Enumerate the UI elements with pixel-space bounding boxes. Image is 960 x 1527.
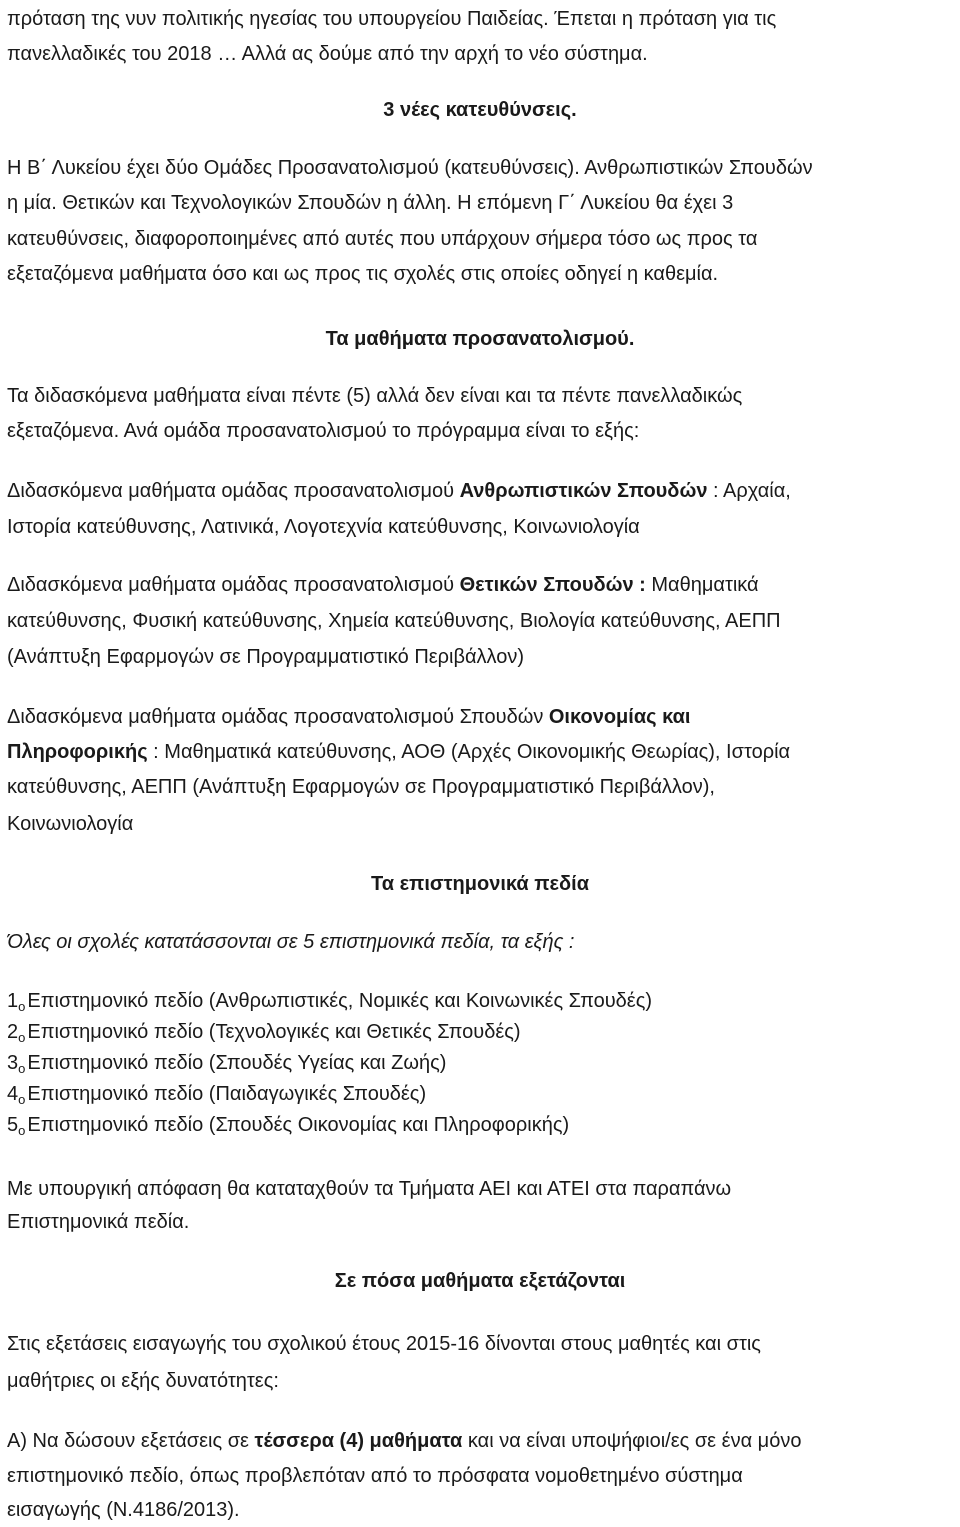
directions-line-2: η μία. Θετικών και Τεχνολογικών Σπουδών η άλλη. Η επόμενη Γ΄ Λυκείου θα έχει 3 — [7, 192, 734, 214]
field-text: Επιστημονικό πεδίο (Παιδαγωγικές Σπουδές) — [27, 1083, 427, 1105]
field-item-5 — [7, 1112, 569, 1144]
directions-line-3: κατευθύνσεις, διαφοροποιημένες από αυτές που υπάρχουν σήμερα τόσο ως προς τα — [7, 228, 758, 250]
humanities-line-2: Ιστορία κατεύθυνσης, Λατινικά, Λογοτεχνία κατεύθυνσης, Κοινωνιολογία — [7, 516, 640, 538]
intro-line-2: πανελλαδικές του 2018 … Αλλά ας δούμε από την αρχή το νέο σύστημα. — [7, 43, 648, 65]
option-a-prefix: Α) Να δώσουν εξετάσεις σε — [7, 1430, 255, 1452]
exams-line-2: μαθήτριες οι εξής δυνατότητες: — [7, 1370, 279, 1392]
sciences-line-3: (Ανάπτυξη Εφαρμογών σε Προγραμματιστικό Περιβάλλον) — [7, 646, 525, 668]
field-item-2 — [7, 1019, 521, 1051]
field-number: 4 — [7, 1083, 19, 1105]
economics-line-2 — [7, 739, 790, 765]
economics-prefix: Διδασκόμενα μαθήματα ομάδας προσανατολισμού Σπουδών — [7, 706, 549, 728]
field-item-1 — [7, 988, 652, 1020]
fields-intro: Όλες οι σχολές κατατάσσονται σε 5 επιστημονικά πεδία, τα εξής : — [7, 931, 575, 953]
humanities-prefix: Διδασκόμενα μαθήματα ομάδας προσανατολισμού — [7, 480, 460, 502]
field-number: 1 — [7, 990, 19, 1012]
heading-fields: Τα επιστημονικά πεδία — [370, 873, 590, 895]
field-ordinal: ο — [18, 1061, 26, 1076]
heading-directions: 3 νέες κατευθύνσεις. — [383, 99, 577, 121]
humanities-suffix: : Αρχαία, — [707, 480, 791, 502]
option-a-line-2: επιστημονικό πεδίο, όπως προβλεπόταν από το πρόσφατα νομοθετημένο σύστημα — [7, 1465, 743, 1487]
option-a-line-1 — [7, 1428, 801, 1454]
ministerial-line-2: Επιστημονικά πεδία. — [7, 1211, 190, 1233]
field-text: Επιστημονικό πεδίο (Σπουδές Υγείας και Ζωής) — [27, 1052, 447, 1074]
economics-line-4: Κοινωνιολογία — [7, 813, 134, 835]
humanities-line-1 — [7, 478, 791, 504]
courses-line-2: εξεταζόμενα. Ανά ομάδα προσανατολισμού το πρόγραμμα είναι το εξής: — [7, 420, 640, 442]
sciences-line-1 — [7, 572, 759, 598]
economics-group-b: Πληροφορικής — [7, 741, 148, 763]
heading-exams: Σε πόσα μαθήματα εξετάζονται — [334, 1270, 626, 1292]
ministerial-line-1: Με υπουργική απόφαση θα καταταχθούν τα Τμήματα ΑΕΙ και ΑΤΕΙ στα παραπάνω — [7, 1178, 732, 1200]
exams-line-1: Στις εξετάσεις εισαγωγής του σχολικού έτους 2015-16 δίνονται στους μαθητές και στις — [7, 1333, 761, 1355]
sciences-suffix: Μαθηματικά — [645, 574, 759, 596]
economics-line-1 — [7, 704, 690, 730]
humanities-group: Ανθρωπιστικών Σπουδών — [459, 480, 708, 502]
directions-line-1: Η Β΄ Λυκείου έχει δύο Ομάδες Προσανατολισμού (κατευθύνσεις). Ανθρωπιστικών Σπουδών — [7, 157, 813, 179]
economics-suffix: : Μαθηματικά κατεύθυνσης, ΑΟΘ (Αρχές Οικονομικής Θεωρίας), Ιστορία — [147, 741, 791, 763]
field-text: Επιστημονικό πεδίο (Σπουδές Οικονομίας και Πληροφορικής) — [27, 1114, 570, 1136]
field-ordinal: ο — [18, 1030, 26, 1045]
option-a-line-3: εισαγωγής (Ν.4186/2013). — [7, 1499, 240, 1521]
field-number: 2 — [7, 1021, 19, 1043]
field-text: Επιστημονικό πεδίο (Ανθρωπιστικές, Νομικές και Κοινωνικές Σπουδές) — [27, 990, 652, 1012]
heading-courses: Τα μαθήματα προσανατολισμού. — [325, 328, 635, 350]
field-ordinal: ο — [18, 999, 26, 1014]
economics-group-a: Οικονομίας και — [548, 706, 691, 728]
intro-line-1: πρόταση της νυν πολιτικής ηγεσίας του υπουργείου Παιδείας. Έπεται η πρόταση για τις — [7, 8, 777, 30]
courses-line-1: Τα διδασκόμενα μαθήματα είναι πέντε (5) αλλά δεν είναι και τα πέντε πανελλαδικώς — [7, 385, 743, 407]
field-ordinal: ο — [18, 1123, 26, 1138]
field-item-4 — [7, 1081, 426, 1113]
option-a-suffix: και να είναι υποψήφιοι/ες σε ένα μόνο — [462, 1430, 802, 1452]
directions-line-4: εξεταζόμενα μαθήματα όσο και ως προς τις σχολές στις οποίες οδηγεί η καθεμία. — [7, 263, 719, 285]
option-a-bold: τέσσερα (4) μαθήματα — [254, 1430, 463, 1452]
field-item-3 — [7, 1050, 446, 1082]
economics-line-3: κατεύθυνσης, ΑΕΠΠ (Ανάπτυξη Εφαρμογών σε Προγραμματιστικό Περιβάλλον), — [7, 776, 715, 798]
sciences-group: Θετικών Σπουδών : — [459, 574, 646, 596]
field-ordinal: ο — [18, 1092, 26, 1107]
sciences-line-2: κατεύθυνσης, Φυσική κατεύθυνσης, Χημεία κατεύθυνσης, Βιολογία κατεύθυνσης, ΑΕΠΠ — [7, 610, 781, 632]
field-number: 5 — [7, 1114, 19, 1136]
field-number: 3 — [7, 1052, 19, 1074]
field-text: Επιστημονικό πεδίο (Τεχνολογικές και Θετικές Σπουδές) — [27, 1021, 521, 1043]
sciences-prefix: Διδασκόμενα μαθήματα ομάδας προσανατολισμού — [7, 574, 460, 596]
